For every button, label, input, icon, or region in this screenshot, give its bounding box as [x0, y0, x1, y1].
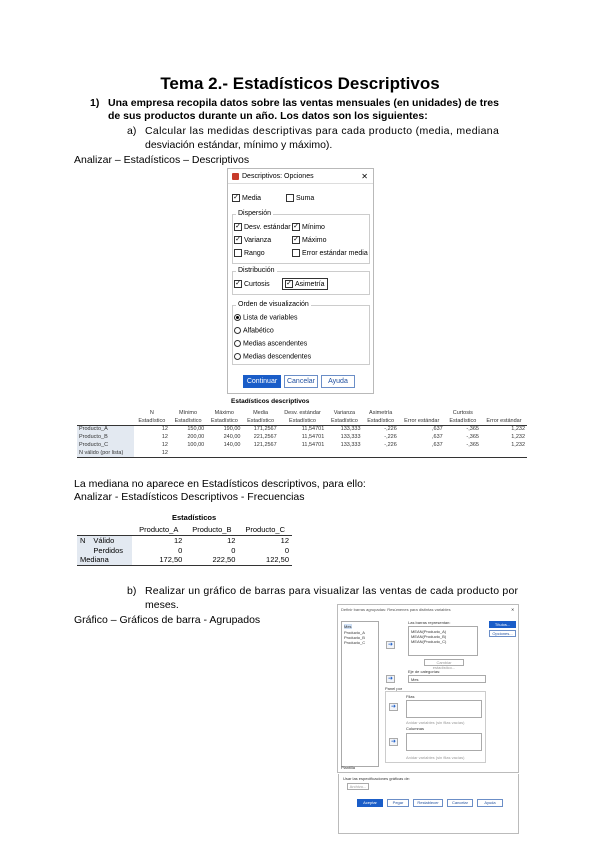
table-cell: -,365: [466, 426, 479, 433]
table2-title: Estadísticos: [172, 513, 217, 522]
var-item[interactable]: Producto_A: [344, 630, 365, 635]
frequency-stats-table: [77, 525, 292, 566]
table-cell: ,637: [432, 442, 443, 448]
table-cell: 100,00: [187, 442, 205, 448]
table-cell: Error estándar: [399, 417, 445, 425]
unchecked-box-icon: [234, 249, 242, 257]
filas-field[interactable]: [406, 700, 482, 718]
descriptivos-options-dialog: [227, 168, 374, 394]
anidar-columnas-checkbox[interactable]: Anidar variables (sin filas vacías): [406, 755, 465, 760]
checkmark-icon: ✓: [233, 194, 239, 201]
item-b-line-2: meses.: [145, 599, 179, 611]
table-cell: 1,232: [511, 426, 525, 433]
dispersion-heading: Dispersión: [238, 210, 272, 217]
table-cell: 12: [227, 535, 236, 545]
curtosis-label: Curtosis: [244, 280, 270, 288]
table-cell: Varianza: [333, 410, 356, 416]
dialog-titlebar: [228, 169, 373, 184]
table-row: [77, 425, 527, 433]
radio-selected-icon: [234, 314, 241, 321]
table-cell: N: [149, 410, 154, 416]
row-label: Producto_A: [77, 425, 134, 433]
cat-axis-label: Eje de categorías:: [408, 669, 441, 674]
columnas-label: Columnas: [406, 726, 425, 731]
table-cell: 11,54701: [301, 434, 325, 440]
continuar-button[interactable]: Continuar: [243, 375, 281, 388]
media-label: Media: [242, 194, 262, 202]
question-line-2: de sus productos durante un año. Los datos son los siguientes:: [108, 110, 428, 122]
table-cell: Estadístico: [242, 417, 278, 425]
item-b-label: b): [127, 585, 137, 597]
row-label: Producto_C: [77, 441, 134, 449]
bars-list[interactable]: [408, 626, 478, 656]
checkmark-icon: ✓: [293, 223, 299, 230]
table-row: [77, 433, 527, 441]
spss-app-icon: [232, 173, 239, 180]
table-cell: -,226: [384, 426, 397, 433]
move-right-icon[interactable]: ➜: [390, 739, 397, 745]
radio-medias-descendentes[interactable]: [234, 353, 311, 360]
table-cell: -,365: [466, 434, 479, 440]
table-cell: 12: [173, 535, 183, 545]
table-cell: [481, 409, 527, 417]
table-cell: Media: [253, 410, 269, 416]
unchecked-box-icon: [292, 249, 300, 257]
menu-path-graficos: Gráfico – Gráficos de barra - Agrupados: [74, 614, 261, 626]
var-item[interactable]: Producto_C: [344, 640, 366, 645]
radio-alfabetico[interactable]: [234, 327, 274, 334]
col-header: Producto_C: [245, 525, 285, 535]
table-cell: 190,00: [223, 426, 241, 433]
table-cell: [363, 449, 399, 457]
panel-label: Panel por: [385, 686, 403, 691]
checkmark-icon: ✓: [286, 280, 292, 287]
move-right-icon[interactable]: ➜: [387, 642, 394, 648]
table-cell: Mínimo: [179, 410, 198, 416]
table-cell: 0: [178, 545, 183, 555]
suma-checkbox[interactable]: [286, 194, 314, 202]
n-label: N: [77, 535, 90, 545]
varianza-checkbox[interactable]: [234, 236, 271, 244]
table-cell: Estadístico: [170, 417, 206, 425]
table-cell: Curtosis: [452, 410, 473, 416]
table-cell: 12: [161, 434, 168, 440]
clustered-bar-dialog: [337, 604, 519, 773]
dialog2-footer: [338, 774, 519, 834]
checkmark-icon: ✓: [235, 236, 241, 243]
radio-icon: [234, 327, 241, 334]
bar-item[interactable]: MEAN(Producto_A): [411, 629, 447, 634]
aceptar-button[interactable]: Aceptar: [357, 799, 383, 807]
ayuda-button[interactable]: Ayuda: [321, 375, 355, 388]
table-cell: Error estándar: [481, 417, 527, 425]
table-cell: [170, 449, 206, 457]
table-cell: 12: [161, 426, 168, 433]
lost-label: Perdidos: [90, 545, 132, 555]
table-cell: ,637: [432, 426, 443, 433]
usar-checkbox[interactable]: Usar las especificaciones gráficas de:: [343, 776, 410, 781]
table-cell: 133,333: [340, 442, 361, 448]
table-cell: Máximo: [214, 410, 234, 416]
rango-label: Rango: [244, 249, 265, 257]
minimo-label: Mínimo: [302, 223, 325, 231]
distribucion-heading: Distribución: [238, 267, 275, 274]
table1-title: Estadísticos descriptivos: [231, 398, 310, 405]
asimetria-label: Asimetría: [295, 280, 325, 288]
minimo-checkbox[interactable]: [292, 223, 325, 231]
menu-path-frecuencias: Analizar - Estadísticos Descriptivos - Frecuencias: [74, 491, 305, 503]
close-icon[interactable]: ✕: [511, 607, 515, 612]
table-cell: 221,2567: [253, 434, 277, 440]
table-cell: 171,2567: [253, 426, 277, 433]
cat-var: Mes: [411, 677, 419, 682]
table-cell: 11,54701: [301, 442, 325, 448]
checkmark-icon: ✓: [235, 223, 241, 230]
orden-heading: Orden de visualización: [238, 301, 309, 308]
note-mediana: La mediana no aparece en Estadísticos descriptivos, para ello:: [74, 478, 366, 490]
cancelar-button[interactable]: Cancelar: [447, 799, 473, 807]
cancelar-button[interactable]: Cancelar: [284, 375, 318, 388]
table-cell: Estadístico: [326, 417, 362, 425]
bar-item[interactable]: MEAN(Producto_B): [411, 634, 447, 639]
desv-label: Desv. estándar: [244, 223, 291, 231]
checkmark-icon: ✓: [293, 236, 299, 243]
radio-icon: [234, 353, 241, 360]
table-cell: 240,00: [223, 434, 241, 440]
row-label: N válido (por lista): [77, 449, 134, 457]
table-cell: 222,50: [212, 555, 236, 565]
change-stat-button[interactable]: Cambiar estadístico...: [424, 659, 464, 666]
table-row: [77, 417, 527, 425]
table-cell: 150,00: [187, 426, 205, 433]
table-cell: 133,333: [340, 434, 361, 440]
radio-label: Medias ascendentes: [243, 340, 308, 348]
question-line-1: Una empresa recopila datos sobre las ventas mensuales (en unidades) de tres: [108, 97, 499, 109]
table-cell: 0: [231, 545, 236, 555]
var-item[interactable]: Producto_B: [344, 635, 365, 640]
item-a-label: a): [127, 125, 137, 137]
bars-label: Las barras representan:: [408, 620, 451, 625]
columnas-field[interactable]: [406, 733, 482, 751]
menu-path-descriptivos: Analizar – Estadísticos – Descriptivos: [74, 154, 250, 166]
table-cell: 172,50: [159, 555, 183, 565]
radio-medias-ascendentes[interactable]: [234, 340, 307, 347]
item-a-line-2: desviación estándar, mínimo y máximo).: [145, 139, 333, 151]
maximo-label: Máximo: [302, 236, 327, 244]
bar-item[interactable]: MEAN(Producto_C): [411, 639, 447, 644]
radio-label: Lista de variables: [243, 314, 298, 322]
col-header: Producto_A: [139, 525, 179, 535]
row-label: Producto_B: [77, 433, 134, 441]
table-cell: 11,54701: [301, 426, 325, 433]
table-cell: [481, 449, 527, 457]
rango-checkbox[interactable]: [234, 249, 265, 257]
maximo-checkbox[interactable]: [292, 236, 327, 244]
table-cell: ,637: [432, 434, 443, 440]
table-cell: [445, 449, 481, 457]
page-title: Tema 2.- Estadísticos Descriptivos: [160, 74, 440, 93]
question-number: 1): [90, 97, 100, 109]
move-right-icon[interactable]: ➜: [390, 704, 397, 710]
corner-cell: [77, 525, 132, 535]
table-cell: 121,2567: [253, 442, 277, 448]
dialog2-title: Definir barras agrupadas: Resúmenes para distintas variables: [341, 607, 451, 612]
table-cell: 1,232: [511, 442, 525, 448]
desv-checkbox[interactable]: [234, 223, 291, 231]
plantilla-label: Plantilla: [341, 765, 356, 770]
radio-lista-variables[interactable]: [234, 314, 297, 321]
move-right-icon[interactable]: ➜: [387, 676, 394, 682]
table-cell: 12: [134, 449, 170, 457]
col-header: Producto_B: [192, 525, 232, 535]
checkmark-icon: ✓: [235, 280, 241, 287]
opciones-button[interactable]: Opciones...: [489, 630, 516, 637]
ayuda-button[interactable]: Ayuda: [477, 799, 503, 807]
valid-label: Válido: [90, 535, 132, 545]
radio-label: Medias descendentes: [243, 353, 312, 361]
restablecer-button[interactable]: Restablecer: [413, 799, 443, 807]
close-icon[interactable]: ✕: [361, 171, 368, 181]
table-cell: -,226: [384, 442, 397, 448]
row-label: [77, 409, 134, 417]
table-row: [77, 441, 527, 449]
table-cell: 12: [161, 442, 168, 448]
table-row: [77, 449, 527, 457]
table-cell: Estadístico: [134, 417, 170, 425]
table-cell: 200,00: [187, 434, 205, 440]
table-cell: [206, 449, 242, 457]
cat-axis-field[interactable]: [408, 675, 486, 683]
error-checkbox[interactable]: [292, 249, 368, 257]
table-cell: -,365: [466, 442, 479, 448]
median-label: Mediana: [77, 555, 132, 565]
item-b-line-1: Realizar un gráfico de barras para visualizar las ventas de cada producto por: [145, 585, 519, 597]
table-cell: 0: [284, 545, 289, 555]
archivo-button[interactable]: Archivo...: [347, 783, 369, 790]
table-cell: 122,50: [266, 555, 289, 565]
table-cell: Estadístico: [363, 417, 399, 425]
table-cell: Estadístico: [279, 417, 327, 425]
varianza-label: Varianza: [244, 236, 272, 244]
anidar-filas-checkbox[interactable]: Anidar variables (sin filas vacías): [406, 720, 465, 725]
variables-list[interactable]: [341, 621, 379, 767]
radio-icon: [234, 340, 241, 347]
radio-label: Alfabético: [243, 327, 274, 335]
row-label: [77, 417, 134, 425]
table-cell: 133,333: [340, 426, 361, 433]
table-cell: Asimetría: [369, 410, 393, 416]
item-a-line-1: Calcular las medidas descriptivas para cada producto (media, mediana: [145, 125, 500, 137]
media-checkbox[interactable]: [232, 194, 261, 202]
pegar-button[interactable]: Pegar: [387, 799, 409, 807]
table-cell: -,226: [384, 434, 397, 440]
table-cell: 12: [280, 535, 289, 545]
table-cell: Estadístico: [445, 417, 481, 425]
table-cell: [242, 449, 278, 457]
curtosis-checkbox[interactable]: [234, 280, 270, 288]
dialog-title: Descriptivos: Opciones: [242, 172, 314, 180]
table-row: [77, 409, 527, 417]
table-cell: 1,232: [511, 434, 525, 440]
descriptive-stats-table: [77, 409, 527, 458]
error-label: Error estándar media: [302, 249, 368, 257]
table-cell: 140,00: [223, 442, 241, 448]
var-item[interactable]: Mes: [344, 624, 352, 629]
table-cell: [399, 409, 445, 417]
suma-label: Suma: [296, 194, 315, 202]
table-cell: Estadístico: [206, 417, 242, 425]
table-cell: [399, 449, 445, 457]
titulos-button[interactable]: Títulos...: [489, 621, 516, 628]
table-cell: [279, 449, 327, 457]
asimetria-checkbox[interactable]: [282, 278, 328, 290]
empty-cell: [77, 545, 90, 555]
unchecked-box-icon: [286, 194, 294, 202]
table-cell: [326, 449, 362, 457]
table-cell: Desv. estándar: [284, 410, 321, 416]
filas-label: Filas: [406, 694, 415, 699]
